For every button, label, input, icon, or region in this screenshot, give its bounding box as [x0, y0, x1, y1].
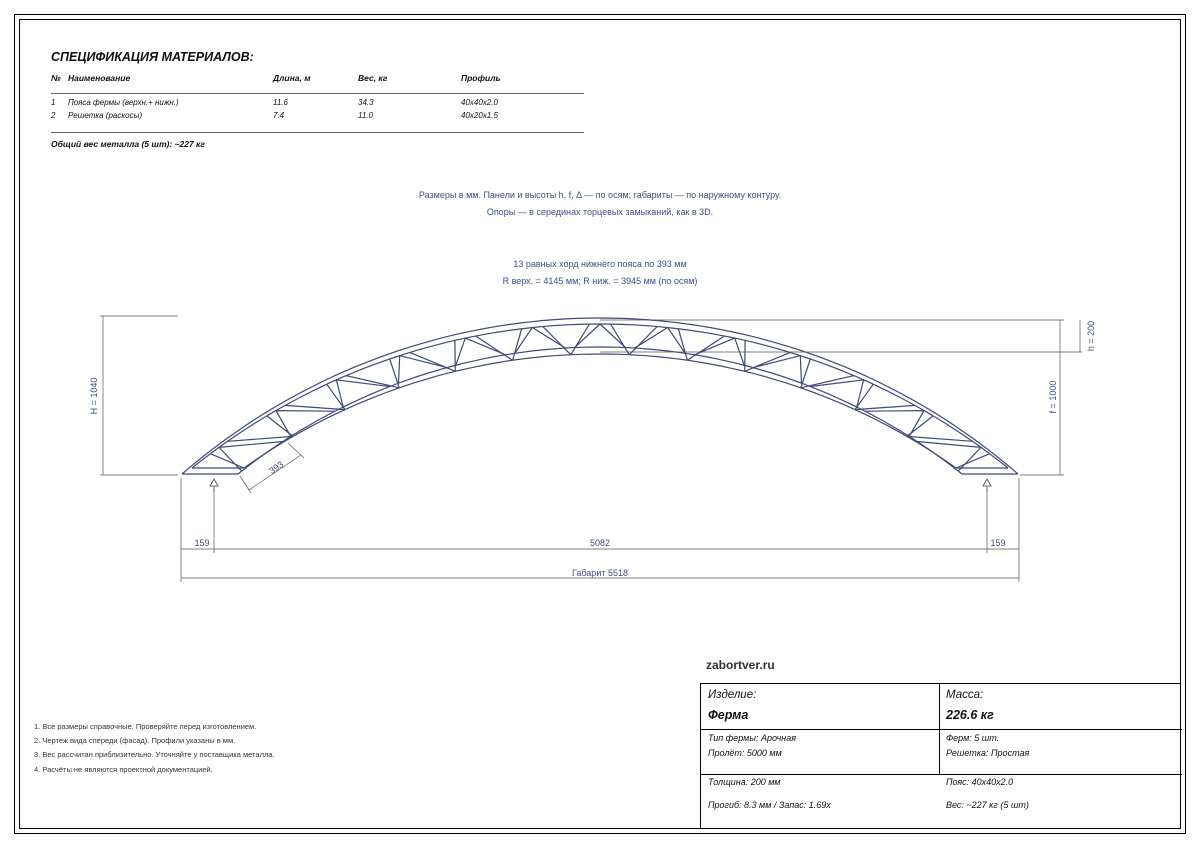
web-diagonal	[456, 338, 506, 365]
web-diagonal	[571, 324, 629, 355]
spec-cell: 11.0	[358, 111, 373, 120]
spec-cell: 40x20x1.5	[461, 111, 498, 120]
note-item: 1. Все размеры справочные. Проверяйте перед изготовлением.	[34, 722, 257, 731]
drawing-note: Опоры — в серединах торцевых замыканий, как в 3D.	[486, 207, 714, 217]
dim-h-label: h = 200	[1086, 320, 1096, 352]
spec-cell: Пояса фермы (верхн.+ нижн.)	[68, 98, 179, 107]
web-diagonal	[276, 411, 335, 437]
spec-header-weight: Вес, кг	[358, 73, 388, 83]
top-chord-outer	[182, 318, 1018, 474]
dim-chord-label: 393	[267, 459, 286, 476]
arc-info: R верх. = 4145 мм; R ниж. = 3945 мм (по осям)	[502, 276, 698, 286]
bottom-chord-inner	[244, 354, 956, 468]
title-block	[700, 683, 1181, 828]
extension-line	[288, 443, 304, 458]
support-right-icon	[983, 479, 991, 486]
note-item: 4. Расчёты не являются проектной документацией.	[34, 764, 213, 774]
web-diagonal	[865, 411, 924, 437]
arc-info: 13 равных хорд нижнего пояса по 393 мм	[513, 259, 687, 269]
chord-profile: Пояс: 40x40x2.0	[946, 777, 1014, 787]
spec-cell: 7.4	[273, 111, 285, 120]
product-label: Изделие:	[708, 689, 757, 701]
truss-count: Ферм: 5 шт.	[946, 733, 1000, 743]
top-chord-inner	[192, 324, 1008, 468]
dim-H-label: H = 1040	[89, 377, 99, 415]
mass-label: Масса:	[946, 689, 984, 701]
spec-header-length: Длина, м	[273, 73, 311, 83]
spec-total: Общий вес металла (5 шт): ~227 кг	[51, 139, 205, 149]
end-closure-left	[182, 468, 244, 474]
support-left-icon	[210, 479, 218, 486]
spec-cell: 2	[51, 111, 56, 120]
web-diagonal	[801, 376, 874, 410]
spec-title: СПЕЦИФИКАЦИЯ МАТЕРИАЛОВ:	[51, 50, 254, 64]
product-value: Ферма	[708, 708, 749, 722]
spec-cell: 40x40x2.0	[461, 98, 498, 107]
web-diagonal	[635, 328, 686, 354]
web-diagonal	[515, 328, 566, 354]
spec-header-name: Наименование	[68, 73, 131, 83]
truss-thickness: Толщина: 200 мм	[708, 777, 781, 787]
truss-span: Пролёт: 5000 мм	[708, 748, 782, 758]
web-diagonal	[917, 442, 981, 472]
dim-right-overhang-label: 159	[990, 538, 1006, 548]
drawing-note: Размеры в мм. Панели и высоты h, f, Δ — по осям; габариты — по наружному контуру.	[418, 190, 782, 200]
truss-lattice: Решетка: Простая	[946, 748, 1030, 758]
spec-cell: Решетка (раскосы)	[68, 111, 143, 120]
truss-deflection: Прогиб: 8.3 мм / Запас: 1.69x	[708, 800, 831, 810]
note-item: 2. Чертеж вида спереди (фасад). Профили указаны в мм.	[34, 736, 236, 746]
spec-cell: 1	[51, 98, 56, 107]
extension-line	[240, 476, 251, 493]
title-block-divider	[701, 774, 1182, 775]
general-notes	[34, 720, 275, 777]
truss-type: Тип фермы: Арочная	[708, 733, 797, 743]
mass-value: 226.6 кг	[946, 708, 994, 722]
title-block-divider	[701, 729, 1182, 730]
spec-header-num: №	[51, 73, 61, 83]
dim-left-overhang-label: 159	[194, 538, 210, 548]
spec-cell: 34.3	[358, 98, 374, 107]
note-item: 3. Вес рассчитан приблизительно. Уточняйте у поставщика металла.	[34, 750, 275, 760]
bottom-chord-outer	[238, 347, 962, 474]
dim-span-label: 5082	[589, 538, 611, 548]
dim-overall-label: Габарит 5518	[571, 568, 629, 578]
total-weight: Вес: ~227 кг (5 шт)	[946, 800, 1029, 810]
dim-f-label: f = 1000	[1048, 380, 1058, 414]
spec-header-profile: Профиль	[461, 73, 501, 83]
web-diagonal	[327, 376, 400, 410]
end-closure-right	[956, 468, 1018, 474]
brand-site: zabortver.ru	[706, 658, 775, 672]
spec-cell: 11.6	[273, 98, 288, 107]
